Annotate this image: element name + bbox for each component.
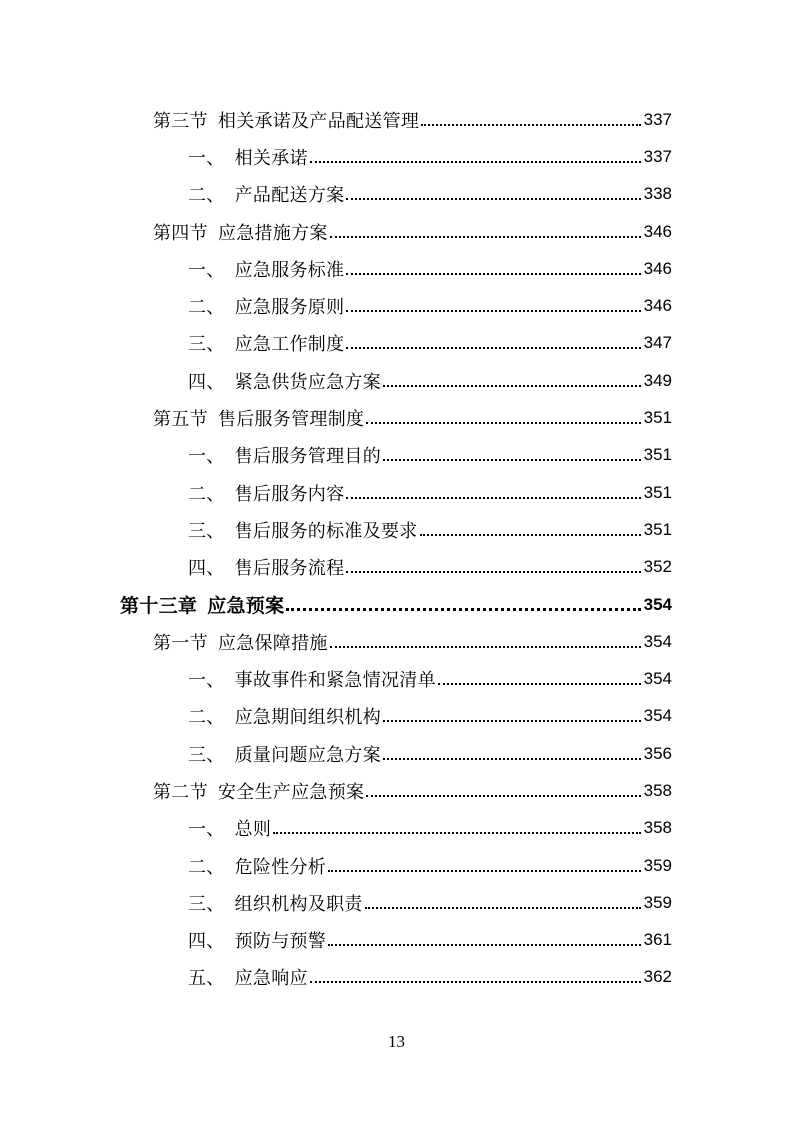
toc-entry-item[interactable] [0, 362, 672, 399]
toc-entry-title [188, 964, 310, 990]
toc-entry-number: 四、 [188, 931, 225, 953]
toc-entry-label: 应急保障措施 [217, 632, 328, 654]
toc-entry-page-number: 352 [643, 557, 672, 577]
toc-entry-number: 第四节 [153, 222, 208, 244]
toc-entry-page-number: 358 [643, 780, 672, 800]
toc-entry-title [153, 219, 330, 245]
toc-entry-number: 一、 [188, 147, 225, 169]
dot-leader [383, 385, 641, 387]
toc-entry-item[interactable] [0, 474, 672, 511]
toc-entry-title [188, 480, 346, 506]
toc-entry-number: 第二节 [153, 781, 208, 803]
toc-entry-title [188, 144, 310, 170]
toc-entry-label: 售后服务管理制度 [217, 409, 365, 431]
toc-entry-number: 三、 [188, 520, 225, 542]
toc-entry-label: 应急响应 [234, 968, 308, 990]
toc-entry-label: 应急预案 [207, 595, 285, 617]
dot-leader [383, 459, 641, 461]
dot-leader [366, 795, 640, 797]
toc-entry-number: 二、 [188, 483, 225, 505]
toc-entry-page-number: 351 [643, 519, 672, 539]
toc-entry-title [188, 927, 328, 953]
toc-entry-page-number: 351 [643, 408, 672, 428]
toc-entry-label: 应急期间组织机构 [234, 707, 382, 729]
toc-entry-chapter[interactable] [0, 586, 672, 623]
toc-entry-label: 事故事件和紧急情况清单 [234, 670, 436, 692]
page-number: 13 [388, 1032, 405, 1051]
toc-entry-title [188, 293, 346, 319]
dot-leader [273, 832, 640, 834]
toc-entry-title [188, 181, 346, 207]
dot-leader [383, 758, 641, 760]
toc-entry-page-number: 349 [643, 370, 672, 390]
toc-entry-title [188, 890, 365, 916]
toc-entry-title [188, 741, 383, 767]
toc-entry-item[interactable] [0, 922, 672, 959]
toc-entry-page-number: 354 [643, 631, 672, 651]
dot-leader [383, 720, 641, 722]
toc-entry-title [153, 405, 366, 431]
toc-entry-item[interactable] [0, 511, 672, 548]
toc-entry-page-number: 356 [643, 743, 672, 763]
toc-entry-label: 应急措施方案 [217, 222, 328, 244]
toc-entry-title [120, 591, 286, 618]
dot-leader [330, 236, 641, 238]
toc-entry-label: 产品配送方案 [234, 185, 345, 207]
toc-entry-title [188, 442, 383, 468]
toc-entry-number: 二、 [188, 185, 225, 207]
toc-entry-title [153, 778, 366, 804]
toc-entry-page-number: 346 [643, 221, 672, 241]
toc-entry-page-number: 337 [643, 146, 672, 166]
toc-entry-label: 组织机构及职责 [234, 893, 363, 915]
toc-entry-label: 相关承诺及产品配送管理 [217, 110, 420, 132]
toc-entry-number: 第十三章 [120, 595, 198, 617]
toc-entry-section[interactable] [0, 623, 672, 660]
toc-entry-number: 二、 [188, 707, 225, 729]
dot-leader [330, 646, 641, 648]
toc-entry-label: 危险性分析 [234, 856, 327, 878]
toc-entry-label: 应急服务原则 [234, 297, 345, 319]
dot-leader [346, 347, 640, 349]
toc-entry-item[interactable] [0, 176, 672, 213]
toc-entry-page-number: 347 [643, 333, 672, 353]
dot-leader [366, 422, 640, 424]
toc-entry-title [188, 330, 346, 356]
toc-entry-item[interactable] [0, 735, 672, 772]
toc-entry-page-number: 337 [643, 109, 672, 129]
dot-leader [310, 981, 641, 983]
toc-entry-title [188, 368, 383, 394]
toc-entry-page-number: 351 [643, 482, 672, 502]
toc-entry-label: 相关承诺 [234, 147, 308, 169]
dot-leader [420, 534, 641, 536]
toc-entry-label: 售后服务流程 [234, 558, 345, 580]
toc-entry-section[interactable] [0, 772, 672, 809]
toc-entry-item[interactable] [0, 884, 672, 921]
toc-entry-label: 预防与预警 [234, 931, 327, 953]
toc-entry-page-number: 354 [643, 706, 672, 726]
toc-entry-title [188, 554, 346, 580]
toc-entry-item[interactable] [0, 250, 672, 287]
toc-entry-item[interactable] [0, 287, 672, 324]
toc-entry-number: 二、 [188, 297, 225, 319]
toc-entry-label: 售后服务的标准及要求 [234, 520, 418, 542]
toc-entry-number: 一、 [188, 670, 225, 692]
toc-entry-item[interactable] [0, 959, 672, 996]
dot-leader [328, 944, 641, 946]
toc-entry-item[interactable] [0, 810, 672, 847]
toc-entry-title [188, 666, 438, 692]
toc-entry-number: 二、 [188, 856, 225, 878]
toc-entry-number: 五、 [188, 968, 225, 990]
toc-entry-page-number: 359 [643, 855, 672, 875]
dot-leader [346, 198, 640, 200]
toc-entry-title [188, 853, 328, 879]
toc-entry-label: 售后服务管理目的 [234, 446, 382, 468]
toc-entry-number: 第五节 [153, 409, 208, 431]
dot-leader [346, 310, 640, 312]
dot-leader [365, 907, 641, 909]
toc-entry-number: 三、 [188, 893, 225, 915]
toc-entry-item[interactable] [0, 698, 672, 735]
toc-entry-item[interactable] [0, 138, 672, 175]
toc-entry-page-number: 361 [643, 930, 672, 950]
toc-entry-page-number: 338 [643, 184, 672, 204]
toc-entry-label: 应急工作制度 [234, 334, 345, 356]
toc-entry-page-number: 359 [643, 892, 672, 912]
toc-entry-number: 三、 [188, 334, 225, 356]
toc-entry-page-number: 354 [643, 594, 672, 614]
toc-entry-title [153, 629, 330, 655]
toc-entry-page-number: 362 [643, 967, 672, 987]
toc-entry-title [153, 107, 421, 133]
toc-entry-item[interactable] [0, 437, 672, 474]
toc-entry-number: 第一节 [153, 632, 208, 654]
toc-entry-item[interactable] [0, 549, 672, 586]
dot-leader [346, 571, 640, 573]
toc-entry-number: 一、 [188, 259, 225, 281]
toc-entry-number: 一、 [188, 446, 225, 468]
toc-entry-label: 售后服务内容 [234, 483, 345, 505]
dot-leader [310, 161, 641, 163]
toc-entry-section[interactable] [0, 399, 672, 436]
dot-leader [346, 497, 640, 499]
dot-leader [286, 608, 640, 611]
dot-leader [438, 683, 641, 685]
toc-entry-label: 总则 [234, 819, 272, 841]
toc-entry-number: 四、 [188, 371, 225, 393]
toc-entry-number: 第三节 [153, 110, 208, 132]
toc-entry-label: 安全生产应急预案 [217, 781, 365, 803]
dot-leader [346, 273, 640, 275]
toc-entry-page-number: 346 [643, 258, 672, 278]
toc-entry-label: 应急服务标准 [234, 259, 345, 281]
toc-entry-page-number: 354 [643, 669, 672, 689]
toc-entry-item[interactable] [0, 847, 672, 884]
toc-entry-section[interactable] [0, 101, 672, 138]
dot-leader [421, 124, 640, 126]
toc-entry-number: 一、 [188, 819, 225, 841]
table-of-contents [0, 101, 793, 996]
toc-entry-item[interactable] [0, 325, 672, 362]
toc-entry-item[interactable] [0, 660, 672, 697]
toc-entry-title [188, 703, 383, 729]
toc-entry-page-number: 351 [643, 445, 672, 465]
toc-entry-page-number: 346 [643, 296, 672, 316]
toc-entry-title [188, 256, 346, 282]
toc-entry-title [188, 815, 273, 841]
toc-entry-label: 紧急供货应急方案 [234, 371, 382, 393]
toc-entry-section[interactable] [0, 213, 672, 250]
toc-entry-page-number: 358 [643, 818, 672, 838]
dot-leader [328, 870, 641, 872]
toc-entry-number: 四、 [188, 558, 225, 580]
toc-entry-number: 三、 [188, 744, 225, 766]
toc-entry-title [188, 517, 420, 543]
toc-entry-label: 质量问题应急方案 [234, 744, 382, 766]
